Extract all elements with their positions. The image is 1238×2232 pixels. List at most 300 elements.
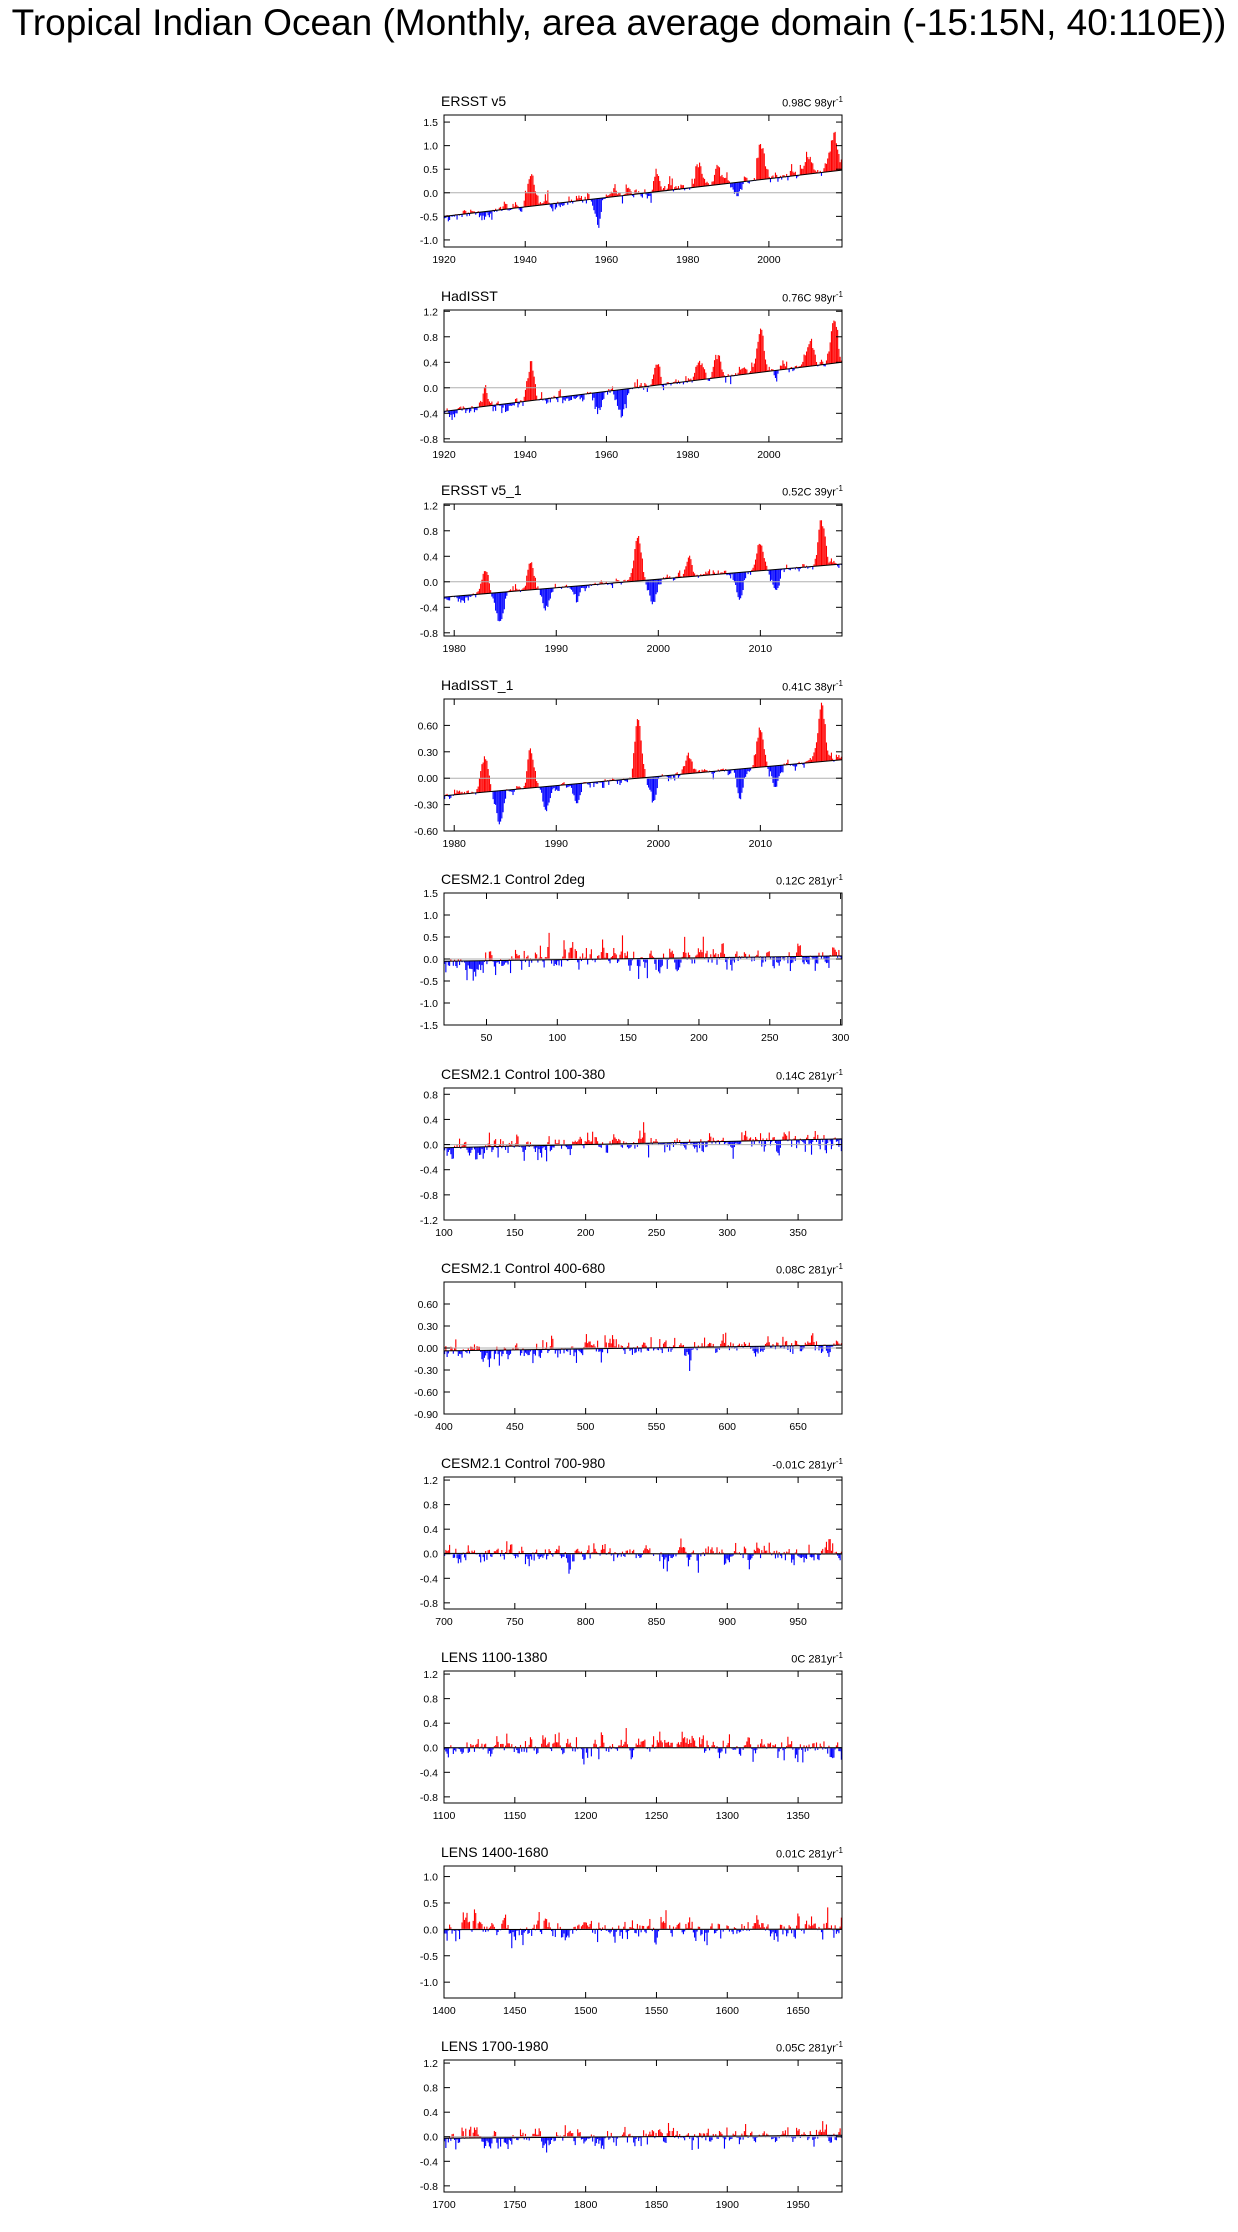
data-bar (720, 1748, 721, 1753)
data-bar (572, 586, 573, 591)
data-bar (633, 952, 634, 959)
x-tick-label: 1150 (503, 1810, 527, 1822)
x-tick-label: 1920 (432, 448, 456, 461)
data-bar (481, 1744, 482, 1748)
y-tick-label: 1.0 (423, 1871, 438, 1884)
data-bar (496, 791, 497, 813)
data-bar (749, 1343, 750, 1347)
data-bar (777, 957, 778, 963)
data-bar (501, 592, 502, 619)
data-bar (665, 1553, 666, 1557)
data-bar (784, 1748, 785, 1761)
data-bar (540, 946, 541, 960)
chart-panel (0, 2038, 1238, 2232)
data-bar (716, 165, 717, 185)
data-bar (488, 1350, 489, 1359)
data-bar (665, 2137, 666, 2143)
data-bar (557, 1742, 558, 1747)
data-bar (797, 1748, 798, 1762)
data-bar (618, 1138, 619, 1143)
data-bar (749, 1738, 750, 1748)
data-bar (576, 1349, 577, 1363)
x-tick-label: 1980 (442, 837, 466, 850)
trend-unit-exponent: -1 (835, 678, 843, 688)
x-tick-label: 850 (647, 1615, 666, 1628)
data-bar (770, 766, 771, 771)
data-bar (602, 940, 603, 960)
panel-title: HadISST_1 (441, 676, 514, 693)
data-bar (476, 1744, 477, 1748)
data-bar (657, 1929, 658, 1937)
data-bar (479, 589, 480, 594)
data-bar (754, 565, 755, 572)
data-bar (653, 776, 654, 800)
data-bar (740, 572, 741, 598)
data-bar (821, 1345, 822, 1353)
data-bar (476, 789, 477, 793)
data-bar (524, 1350, 525, 1356)
data-bar (716, 359, 717, 378)
data-bar (608, 780, 609, 784)
data-bar (496, 593, 497, 614)
plot-frame (444, 1866, 842, 1998)
y-tick-label: 0.4 (423, 2107, 438, 2120)
data-bar (827, 1139, 828, 1143)
trend-value: 0.12C 281yr (775, 875, 836, 888)
data-bar (790, 171, 791, 176)
data-bar (470, 1147, 471, 1153)
data-bar (494, 961, 495, 967)
data-bar (669, 1925, 670, 1929)
data-bar (741, 1924, 742, 1929)
data-bar (775, 569, 776, 589)
data-bar (588, 1140, 589, 1144)
data-bar (541, 1929, 542, 1934)
data-bar (744, 1135, 745, 1141)
data-bar (830, 342, 831, 363)
data-bar (823, 528, 824, 565)
data-bar (465, 961, 466, 970)
data-bar (633, 753, 634, 778)
data-bar (705, 572, 706, 576)
data-bar (821, 702, 822, 761)
data-bar (693, 572, 694, 577)
data-bar (494, 1140, 495, 1146)
data-bar (657, 174, 658, 191)
data-bar (761, 329, 762, 371)
panel-title: CESM2.1 Control 400-680 (441, 1260, 606, 1276)
data-bar (796, 1139, 797, 1147)
data-bar (507, 1146, 508, 1153)
data-bar (761, 1739, 762, 1748)
data-bar (622, 389, 623, 416)
data-bar (673, 954, 674, 958)
data-bar (483, 1350, 484, 1361)
data-bar (821, 520, 822, 565)
data-bar (760, 328, 761, 372)
data-bar (664, 1553, 665, 1559)
data-bar (678, 1923, 679, 1928)
data-bars (444, 1907, 842, 1948)
data-bar (596, 2137, 597, 2143)
data-bar (448, 2138, 449, 2142)
data-bar (792, 1553, 793, 1559)
data-bar (512, 586, 513, 591)
data-bar (567, 1929, 568, 1935)
data-bar (557, 1923, 558, 1929)
data-bar (609, 1929, 610, 1933)
data-bar (822, 705, 823, 761)
chart-svg (0, 288, 1238, 482)
data-bar (813, 1554, 814, 1560)
data-bar (631, 1748, 632, 1759)
data-bar (638, 1739, 639, 1748)
chart-panel (0, 482, 1238, 676)
data-bar (766, 953, 767, 957)
data-bar (507, 960, 508, 964)
data-bar (491, 2138, 492, 2144)
data-bar (617, 389, 618, 405)
data-bar (585, 1553, 586, 1559)
data-bar (776, 765, 777, 786)
data-bar (649, 954, 650, 959)
data-bar (697, 1142, 698, 1152)
data-bar (838, 1748, 839, 1751)
data-bar (588, 194, 589, 199)
x-tick-label: 1980 (675, 448, 700, 461)
data-bar (531, 1739, 532, 1747)
data-bar (455, 961, 456, 966)
data-bar (643, 572, 644, 580)
trend-value: 0.98C 98yr (782, 97, 836, 110)
data-bar (506, 1541, 507, 1553)
data-bar (810, 1139, 811, 1143)
data-bar (663, 384, 664, 390)
data-bar (754, 1923, 755, 1929)
data-bar (601, 391, 602, 406)
data-bar (830, 1345, 831, 1352)
data-bar (703, 367, 704, 379)
data-bar (704, 1929, 705, 1941)
data-bar (769, 1542, 770, 1553)
y-tick-label: 0.60 (417, 719, 438, 732)
data-bar (715, 169, 716, 185)
data-bar (578, 586, 579, 596)
data-bar (549, 1549, 550, 1554)
data-bar (689, 1917, 690, 1929)
data-bar (520, 207, 521, 211)
data-bar (501, 1744, 502, 1748)
data-bar (587, 1925, 588, 1929)
data-bar (703, 178, 704, 187)
data-bar (647, 959, 648, 979)
data-bar (761, 1140, 762, 1146)
data-bar (723, 177, 724, 184)
data-bar (746, 369, 747, 374)
y-tick-label: 0.8 (423, 1693, 438, 1706)
data-bar (452, 2134, 453, 2138)
y-tick-label: -1.0 (419, 1976, 438, 1989)
data-bar (544, 2138, 545, 2146)
data-bar (688, 1922, 689, 1929)
trend-unit-exponent: -1 (835, 484, 843, 493)
data-bar (616, 1339, 617, 1348)
data-bar (503, 960, 504, 965)
data-bar (644, 1343, 645, 1348)
data-bar (636, 1743, 637, 1747)
data-bars (444, 702, 842, 824)
data-bar (453, 961, 454, 966)
data-bar (680, 1742, 681, 1748)
data-bar (745, 768, 746, 776)
data-bar (571, 395, 572, 399)
data-bar (764, 1545, 765, 1553)
data-bar (804, 166, 805, 175)
data-bar (652, 580, 653, 605)
data-bar (695, 166, 696, 187)
data-bar (658, 176, 659, 191)
data-bar (459, 961, 460, 965)
data-bar (636, 1929, 637, 1933)
data-bar (565, 396, 566, 400)
data-bar (738, 182, 739, 196)
data-bar (525, 389, 526, 400)
chart-svg (0, 1844, 1238, 2038)
data-bar (720, 2132, 721, 2136)
data-bar (765, 359, 766, 371)
data-bar (678, 1742, 679, 1747)
data-bar (601, 2137, 602, 2148)
data-bar (633, 2137, 634, 2143)
data-bar (660, 1916, 661, 1928)
data-bar (759, 1924, 760, 1928)
data-bar (777, 1553, 778, 1557)
data-bar (516, 398, 517, 402)
data-bar (687, 1738, 688, 1747)
data-bar (491, 401, 492, 405)
data-bar (810, 341, 811, 366)
data-bar (744, 1342, 745, 1346)
data-bar (525, 586, 526, 591)
data-bar (636, 1348, 637, 1352)
data-bar (641, 1138, 642, 1142)
data-bar (699, 952, 700, 958)
data-bar (540, 589, 541, 595)
y-tick-label: -0.90 (414, 1409, 438, 1421)
data-bar (643, 764, 644, 778)
data-bar (529, 1929, 530, 1933)
data-bar (521, 960, 522, 970)
data-bar (541, 392, 542, 399)
data-bar (486, 760, 487, 791)
data-bar (586, 948, 587, 959)
data-bar (567, 1739, 568, 1748)
data-bar (545, 1737, 546, 1747)
data-bar (463, 1748, 464, 1753)
data-bar (490, 2138, 491, 2148)
data-bar (750, 1137, 751, 1141)
data-bar (781, 765, 782, 772)
data-bar (654, 776, 655, 799)
data-bar (539, 1350, 540, 1357)
x-tick-label: 1960 (594, 254, 619, 266)
y-tick-label: 0.8 (423, 1088, 438, 1101)
data-bar (741, 572, 742, 595)
data-bar (658, 2130, 659, 2137)
data-bar (456, 215, 457, 220)
data-bar (480, 961, 481, 970)
data-bar (779, 1140, 780, 1155)
trend-line (444, 564, 842, 597)
trend-unit-exponent: -1 (835, 1845, 843, 1855)
data-bar (797, 1913, 798, 1929)
plot-frame (444, 115, 842, 247)
data-bar (718, 570, 719, 574)
data-bar (452, 410, 453, 420)
data-bar (634, 549, 635, 581)
data-bar (507, 1350, 508, 1359)
data-bar (648, 777, 649, 787)
data-bar (496, 1549, 497, 1553)
data-bar (668, 1742, 669, 1748)
data-bar (702, 1343, 703, 1347)
trend-line (444, 362, 842, 411)
data-bar (813, 1743, 814, 1748)
data-bar (685, 376, 686, 381)
data-bar (723, 1741, 724, 1748)
data-bar (546, 1145, 547, 1161)
data-bar (822, 2121, 823, 2135)
data-bar (498, 1548, 499, 1553)
data-bar (557, 785, 558, 790)
data-bar (776, 1140, 777, 1151)
data-bar (754, 755, 755, 767)
data-bar (685, 1347, 686, 1356)
data-bar (561, 960, 562, 967)
data-bar (692, 761, 693, 773)
data-bar (688, 1553, 689, 1566)
x-tick-label: 1600 (715, 2004, 739, 2017)
y-tick-label: -0.8 (419, 1597, 438, 1610)
data-bar (791, 957, 792, 964)
data-bar (697, 1553, 698, 1560)
data-bar (510, 960, 511, 973)
data-bar (836, 754, 837, 760)
data-bar (588, 1545, 589, 1553)
data-bar (617, 780, 618, 784)
data-bar (551, 786, 552, 793)
data-bar (596, 1137, 597, 1144)
data-bar (628, 1343, 629, 1349)
data-bar (762, 335, 763, 371)
data-bar (802, 1748, 803, 1763)
data-bar (540, 1350, 541, 1358)
data-bar (515, 584, 516, 591)
data-bar (555, 1929, 556, 1936)
data-bar (678, 573, 679, 578)
data-bar (510, 1350, 511, 1354)
data-bar (627, 388, 628, 394)
data-bar (826, 1541, 827, 1553)
y-tick-label: -0.4 (419, 1164, 438, 1177)
data-bar (448, 1147, 449, 1151)
data-bar (708, 1546, 709, 1553)
data-bar (628, 388, 629, 393)
data-bar (765, 1140, 766, 1146)
data-bar (827, 750, 828, 760)
y-tick-label: -0.5 (419, 1950, 438, 1963)
data-bar (740, 1748, 741, 1756)
data-bar (503, 1141, 504, 1146)
trend-unit-exponent: -1 (835, 95, 843, 104)
data-bar (812, 163, 813, 173)
data-bar (728, 1743, 729, 1748)
data-bar (476, 961, 477, 969)
data-bar (685, 1142, 686, 1149)
data-bar (651, 1137, 652, 1142)
data-bar (806, 351, 807, 366)
y-tick-label: -1.5 (419, 1020, 438, 1032)
data-bar (739, 182, 740, 191)
data-bar (484, 1146, 485, 1152)
data-bar (575, 395, 576, 399)
data-bar (612, 583, 613, 588)
data-bar (613, 1134, 614, 1144)
data-bar (816, 2130, 817, 2136)
data-bar (479, 402, 480, 406)
x-tick-label: 2010 (748, 643, 773, 655)
x-tick-label: 1450 (503, 2004, 527, 2017)
data-bar (694, 1929, 695, 1937)
data-bar (551, 1145, 552, 1150)
data-bar (478, 1739, 479, 1748)
data-bar (582, 1748, 583, 1759)
data-bar (725, 1553, 726, 1563)
data-bar (776, 370, 777, 381)
data-bar (830, 1539, 831, 1554)
y-tick-label: 0.0 (423, 954, 438, 966)
data-bar (823, 718, 824, 760)
data-bar (698, 948, 699, 958)
data-bar (780, 1924, 781, 1928)
data-bar (801, 1553, 802, 1557)
data-bar (657, 364, 658, 384)
data-bar (546, 1919, 547, 1929)
data-bar (488, 2138, 489, 2143)
data-bar (699, 1142, 700, 1148)
data-bar (484, 387, 485, 406)
data-bar (627, 1929, 628, 1939)
data-bar (636, 1553, 637, 1557)
data-bar (714, 1929, 715, 1933)
data-bar (658, 364, 659, 385)
plot-frame (444, 504, 842, 636)
data-bar (743, 1553, 744, 1557)
data-bar (464, 1919, 465, 1929)
data-bar (603, 1743, 604, 1748)
data-bar (757, 1346, 758, 1353)
data-bar (546, 2137, 547, 2152)
data-bar (646, 580, 647, 584)
data-bar (673, 2128, 674, 2137)
data-bar (504, 202, 505, 210)
data-bar (694, 179, 695, 188)
data-bar (539, 1912, 540, 1929)
trend-value: 0.76C 98yr (782, 292, 836, 305)
data-bar (597, 1341, 598, 1349)
data-bar (624, 1348, 625, 1354)
data-bar (733, 183, 734, 190)
